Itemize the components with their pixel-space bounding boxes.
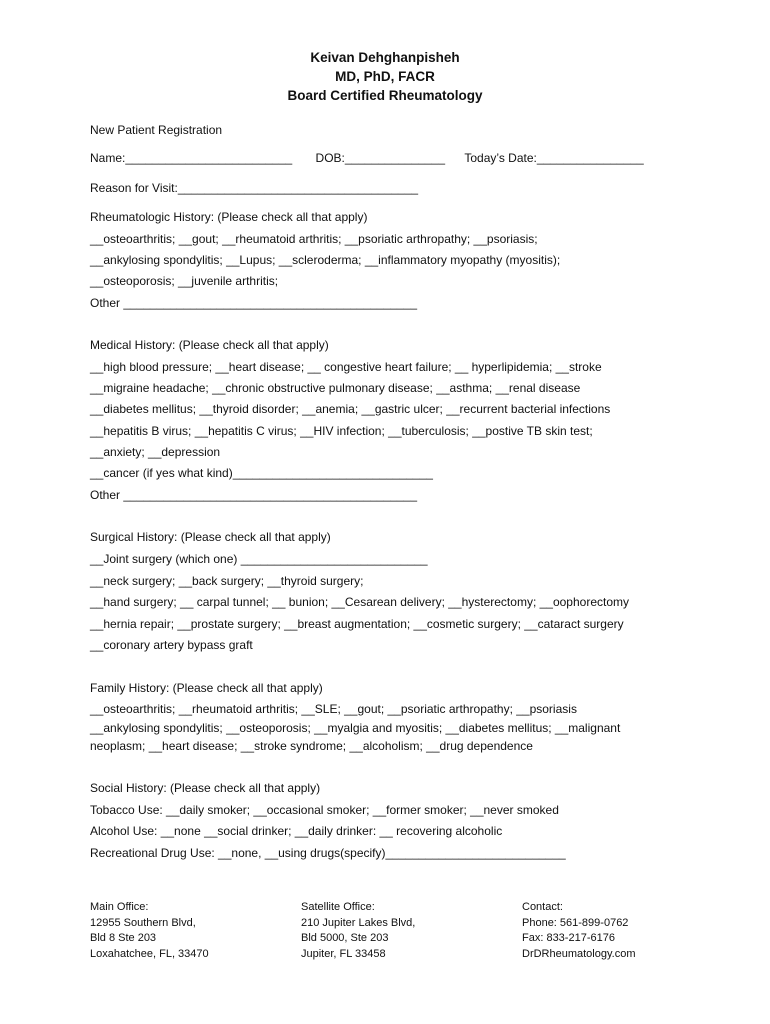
satellite-office-label: Satellite Office: bbox=[301, 901, 375, 913]
main-office-block bbox=[90, 900, 209, 962]
medical-line[interactable]: __hepatitis B virus; __hepatitis C virus; __HIV infection; __tuberculosis; __postive TB skin test; bbox=[90, 424, 593, 438]
reason-for-visit-field[interactable]: Reason for Visit:____________________________________ bbox=[90, 181, 419, 195]
contact-website[interactable]: DrDRheumatology.com bbox=[522, 947, 636, 960]
surgical-line[interactable]: __neck surgery; __back surgery; __thyroid surgery; bbox=[90, 574, 364, 588]
surgical-line[interactable]: __hernia repair; __prostate surgery; __breast augmentation; __cosmetic surgery; __cataract surgery bbox=[90, 617, 624, 631]
contact-fax: Fax: 833-217-6176 bbox=[522, 932, 615, 944]
family-history-heading: Family History: (Please check all that apply) bbox=[90, 681, 323, 695]
surgical-line[interactable]: __coronary artery bypass graft bbox=[90, 638, 253, 652]
todays-date-field[interactable]: Today’s Date:________________ bbox=[464, 151, 644, 165]
doctor-credentials: MD, PhD, FACR bbox=[335, 69, 435, 84]
contact-block bbox=[522, 900, 636, 962]
medical-line[interactable]: __migraine headache; __chronic obstructive pulmonary disease; __asthma; __renal disease bbox=[90, 381, 581, 395]
dob-field[interactable]: DOB:_______________ bbox=[315, 151, 445, 165]
family-line[interactable]: __osteoarthritis; __rheumatoid arthritis; __SLE; __gout; __psoriatic arthropathy; __psoriasis bbox=[90, 702, 577, 716]
satellite-office-block bbox=[301, 900, 415, 962]
tobacco-use-line[interactable]: Tobacco Use: __daily smoker; __occasional smoker; __former smoker; __never smoked bbox=[90, 803, 559, 817]
main-office-city: Loxahatchee, FL, 33470 bbox=[90, 947, 209, 960]
medical-line[interactable]: __diabetes mellitus; __thyroid disorder; __anemia; __gastric ulcer; __recurrent bacterial infections bbox=[90, 402, 611, 416]
alcohol-use-line[interactable]: Alcohol Use: __none __social drinker; __daily drinker: __ recovering alcoholic bbox=[90, 824, 503, 838]
form-title: New Patient Registration bbox=[90, 123, 223, 137]
social-history-heading: Social History: (Please check all that apply) bbox=[90, 781, 321, 795]
surgical-history-heading: Surgical History: (Please check all that apply) bbox=[90, 530, 331, 544]
main-office-address: 12955 Southern Blvd, bbox=[90, 916, 196, 929]
medical-line[interactable]: __high blood pressure; __heart disease; __ congestive heart failure; __ hyperlipidemia; __stroke bbox=[90, 360, 602, 374]
contact-label: Contact: bbox=[522, 901, 563, 913]
rheumatologic-history-heading: Rheumatologic History: (Please check all that apply) bbox=[90, 210, 368, 224]
rheumatologic-line[interactable]: __osteoarthritis; __gout; __rheumatoid arthritis; __psoriatic arthropathy; __psoriasis; bbox=[90, 232, 538, 246]
contact-phone: Phone: 561-899-0762 bbox=[522, 916, 629, 929]
doctor-specialty: Board Certified Rheumatology bbox=[287, 88, 483, 103]
medical-history-heading: Medical History: (Please check all that apply) bbox=[90, 338, 329, 352]
medical-cancer-field[interactable]: __cancer (if yes what kind)______________________________ bbox=[90, 466, 433, 480]
satellite-office-address: 210 Jupiter Lakes Blvd, bbox=[301, 916, 416, 929]
doctor-name: Keivan Dehghanpisheh bbox=[310, 50, 460, 65]
family-line[interactable]: neoplasm; __heart disease; __stroke syndrome; __alcoholism; __drug dependence bbox=[90, 739, 533, 753]
rheumatologic-line[interactable]: __osteoporosis; __juvenile arthritis; bbox=[90, 274, 279, 288]
patient-info-row bbox=[90, 151, 644, 165]
satellite-office-suite: Bld 5000, Ste 203 bbox=[301, 932, 389, 944]
family-line[interactable]: __ankylosing spondylitis; __osteoporosis; __myalgia and myositis; __diabetes mellitus; __malignant bbox=[90, 721, 621, 735]
main-office-suite: Bld 8 Ste 203 bbox=[90, 932, 157, 944]
form-header bbox=[0, 48, 770, 105]
drug-use-line[interactable]: Recreational Drug Use: __none, __using drugs(specify)___________________________ bbox=[90, 846, 566, 860]
rheumatologic-line[interactable]: __ankylosing spondylitis; __Lupus; __scleroderma; __inflammatory myopathy (myositis); bbox=[90, 253, 561, 267]
name-field[interactable]: Name:_________________________ bbox=[90, 151, 293, 165]
surgical-joint-field[interactable]: __Joint surgery (which one) ____________________________ bbox=[90, 552, 428, 566]
main-office-label: Main Office: bbox=[90, 901, 149, 913]
medical-other-field[interactable]: Other ____________________________________________ bbox=[90, 488, 417, 502]
medical-line[interactable]: __anxiety; __depression bbox=[90, 445, 221, 459]
surgical-line[interactable]: __hand surgery; __ carpal tunnel; __ bunion; __Cesarean delivery; __hysterectomy; __oophorectomy bbox=[90, 595, 629, 609]
rheumatologic-other-field[interactable]: Other ____________________________________________ bbox=[90, 296, 417, 310]
satellite-office-city: Jupiter, FL 33458 bbox=[301, 947, 386, 960]
